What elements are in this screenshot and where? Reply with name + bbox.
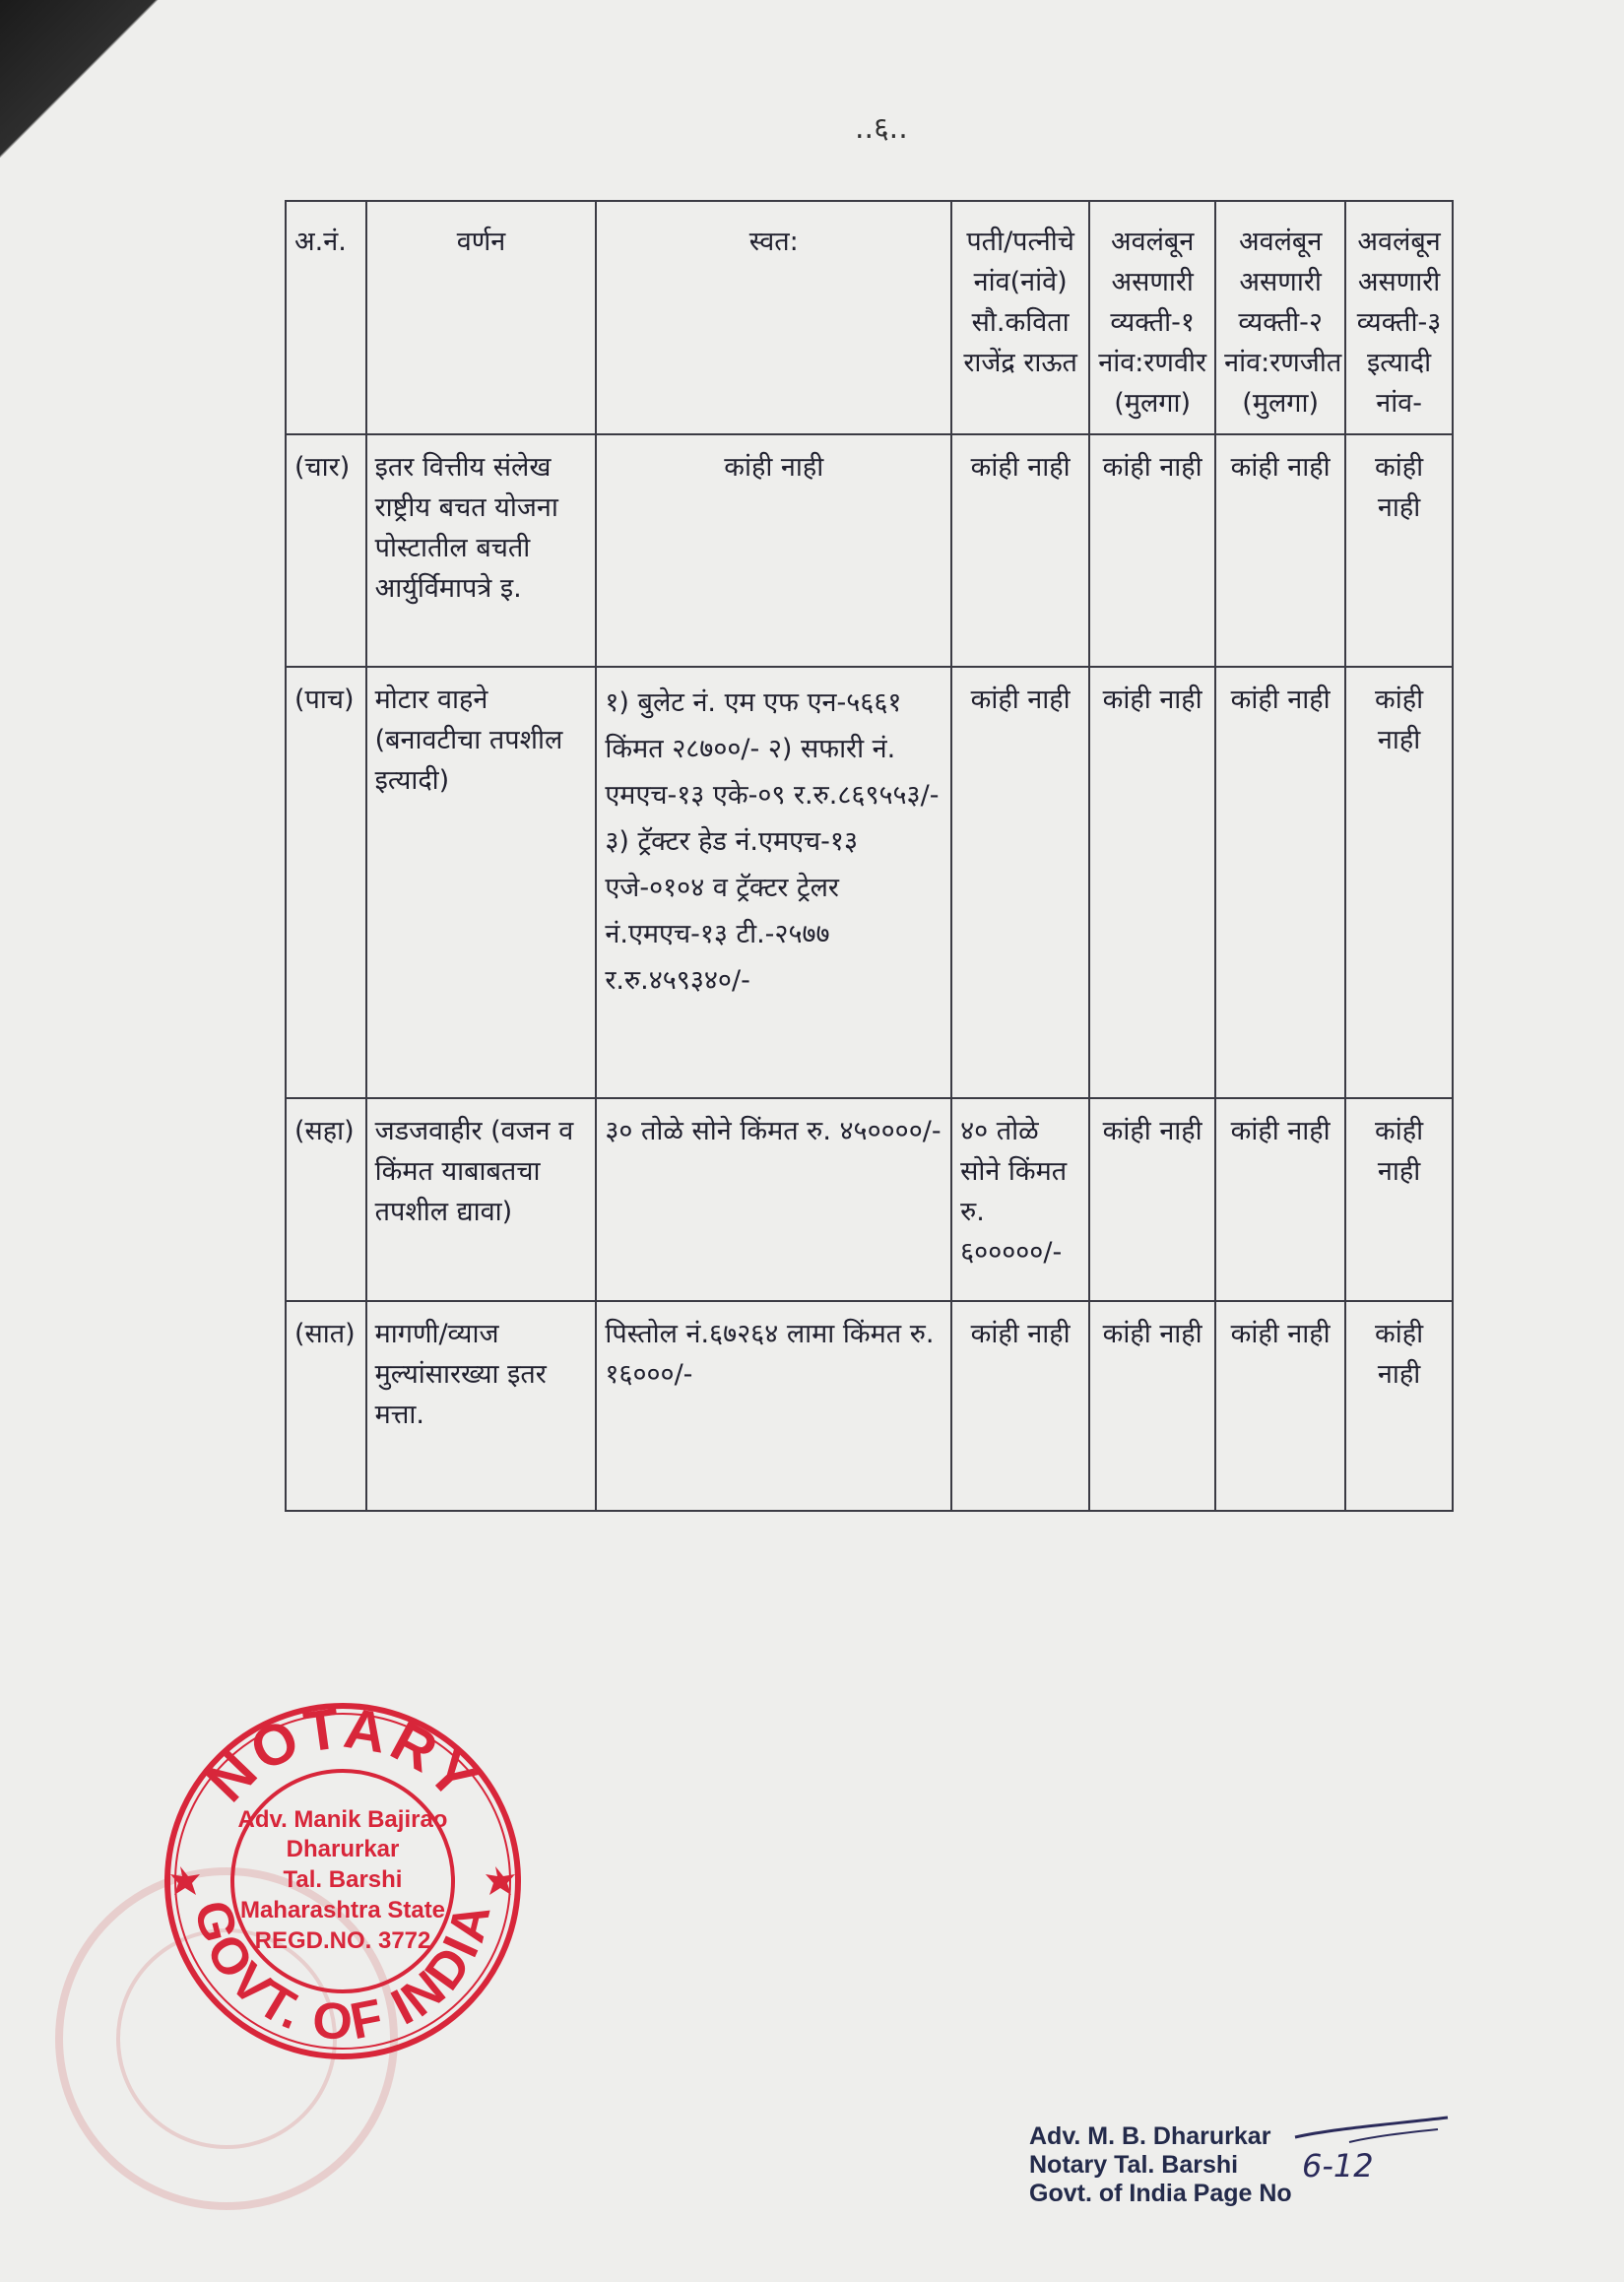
signature-page-ref: 6-12 bbox=[1302, 2147, 1374, 2184]
svg-text:REGD.NO. 3772: REGD.NO. 3772 bbox=[254, 1927, 431, 1954]
table-row bbox=[286, 667, 1453, 1098]
cell-dependent-1: कांही नाही bbox=[1089, 1301, 1215, 1511]
svg-text:Tal. Barshi: Tal. Barshi bbox=[283, 1866, 403, 1893]
cell-dependent-3: कांही नाही bbox=[1345, 667, 1453, 1098]
svg-text:Maharashtra State: Maharashtra State bbox=[239, 1897, 446, 1923]
cell-serial: (सहा) bbox=[286, 1098, 366, 1301]
cell-spouse: ४० तोळे सोने किंमत रु. ६०००००/- bbox=[951, 1098, 1089, 1301]
header-description: वर्णन bbox=[366, 201, 597, 434]
cell-spouse: कांही नाही bbox=[951, 434, 1089, 667]
cell-self: पिस्तोल नं.६७२६४ लामा किंमत रु. १६०००/- bbox=[596, 1301, 951, 1511]
table-header-row bbox=[286, 201, 1453, 434]
svg-text:NOTARY: NOTARY bbox=[194, 1695, 491, 1814]
cell-dependent-2: कांही नाही bbox=[1215, 667, 1345, 1098]
paper-edge-shadow bbox=[0, 0, 187, 158]
notary-location: Notary Tal. Barshi bbox=[1029, 2151, 1239, 2179]
cell-serial: (पाच) bbox=[286, 667, 366, 1098]
handwritten-signature bbox=[1290, 2108, 1467, 2186]
cell-self: ३० तोळे सोने किंमत रु. ४५००००/- bbox=[596, 1098, 951, 1301]
cell-self: १) बुलेट नं. एम एफ एन-५६६१ किंमत २८७००/- २) सफारी नं. एमएच-१३ एके-०९ र.रु.८६९५५३/- ३) ट्रॅक्टर हेड नं.एमएच-१३ एजे-०१०४ व ट्रॅक्टर ट्रेलर नं.एमएच-१३ टी.-२५७७ र.रु.४५९३४०/- bbox=[596, 667, 951, 1098]
cell-dependent-2: कांही नाही bbox=[1215, 1301, 1345, 1511]
header-dependent-1: अवलंबून असणारी व्यक्ती-१ नांव:रणवीर (मुलगा) bbox=[1089, 201, 1215, 434]
table-row bbox=[286, 1301, 1453, 1511]
cell-dependent-1: कांही नाही bbox=[1089, 1098, 1215, 1301]
cell-dependent-3: कांही नाही bbox=[1345, 1301, 1453, 1511]
header-dependent-3: अवलंबून असणारी व्यक्ती-३ इत्यादी नांव- bbox=[1345, 201, 1453, 434]
notary-stamp bbox=[156, 1694, 530, 2068]
svg-text:Adv. Manik Bajirao: Adv. Manik Bajirao bbox=[237, 1806, 448, 1833]
cell-dependent-1: कांही नाही bbox=[1089, 434, 1215, 667]
cell-description: मोटार वाहने (बनावटीचा तपशील इत्यादी) bbox=[366, 667, 597, 1098]
notary-signature-block bbox=[1029, 2122, 1292, 2208]
cell-self: कांही नाही bbox=[596, 434, 951, 667]
cell-spouse: कांही नाही bbox=[951, 667, 1089, 1098]
cell-description: मागणी/व्याज मुल्यांसारख्या इतर मत्ता. bbox=[366, 1301, 597, 1511]
cell-serial: (चार) bbox=[286, 434, 366, 667]
page-number: ..६.. bbox=[855, 111, 908, 146]
header-serial: अ.नं. bbox=[286, 201, 366, 434]
cell-description: इतर वित्तीय संलेख राष्ट्रीय बचत योजना पोस्टातील बचती आर्युर्विमापत्रे इ. bbox=[366, 434, 597, 667]
cell-dependent-3: कांही नाही bbox=[1345, 434, 1453, 667]
cell-dependent-1: कांही नाही bbox=[1089, 667, 1215, 1098]
notary-name: Adv. M. B. Dharurkar bbox=[1029, 2122, 1271, 2150]
table-row bbox=[286, 434, 1453, 667]
header-self: स्वत: bbox=[596, 201, 951, 434]
cell-dependent-3: कांही नाही bbox=[1345, 1098, 1453, 1301]
table-row bbox=[286, 1098, 1453, 1301]
cell-spouse: कांही नाही bbox=[951, 1301, 1089, 1511]
cell-description: जडजवाहीर (वजन व किंमत याबाबतचा तपशील द्यावा) bbox=[366, 1098, 597, 1301]
header-dependent-2: अवलंबून असणारी व्यक्ती-२ नांव:रणजीत (मुलगा) bbox=[1215, 201, 1345, 434]
svg-text:GOVT. OF INDIA: GOVT. OF INDIA bbox=[182, 1895, 503, 2053]
svg-text:Dharurkar: Dharurkar bbox=[286, 1836, 400, 1862]
cell-dependent-2: कांही नाही bbox=[1215, 434, 1345, 667]
header-spouse: पती/पत्नीचे नांव(नांवे) सौ.कविता राजेंद्र राऊत bbox=[951, 201, 1089, 434]
cell-serial: (सात) bbox=[286, 1301, 366, 1511]
cell-dependent-2: कांही नाही bbox=[1215, 1098, 1345, 1301]
notary-page-label: Govt. of India Page No bbox=[1029, 2180, 1292, 2207]
assets-table bbox=[285, 200, 1454, 1512]
